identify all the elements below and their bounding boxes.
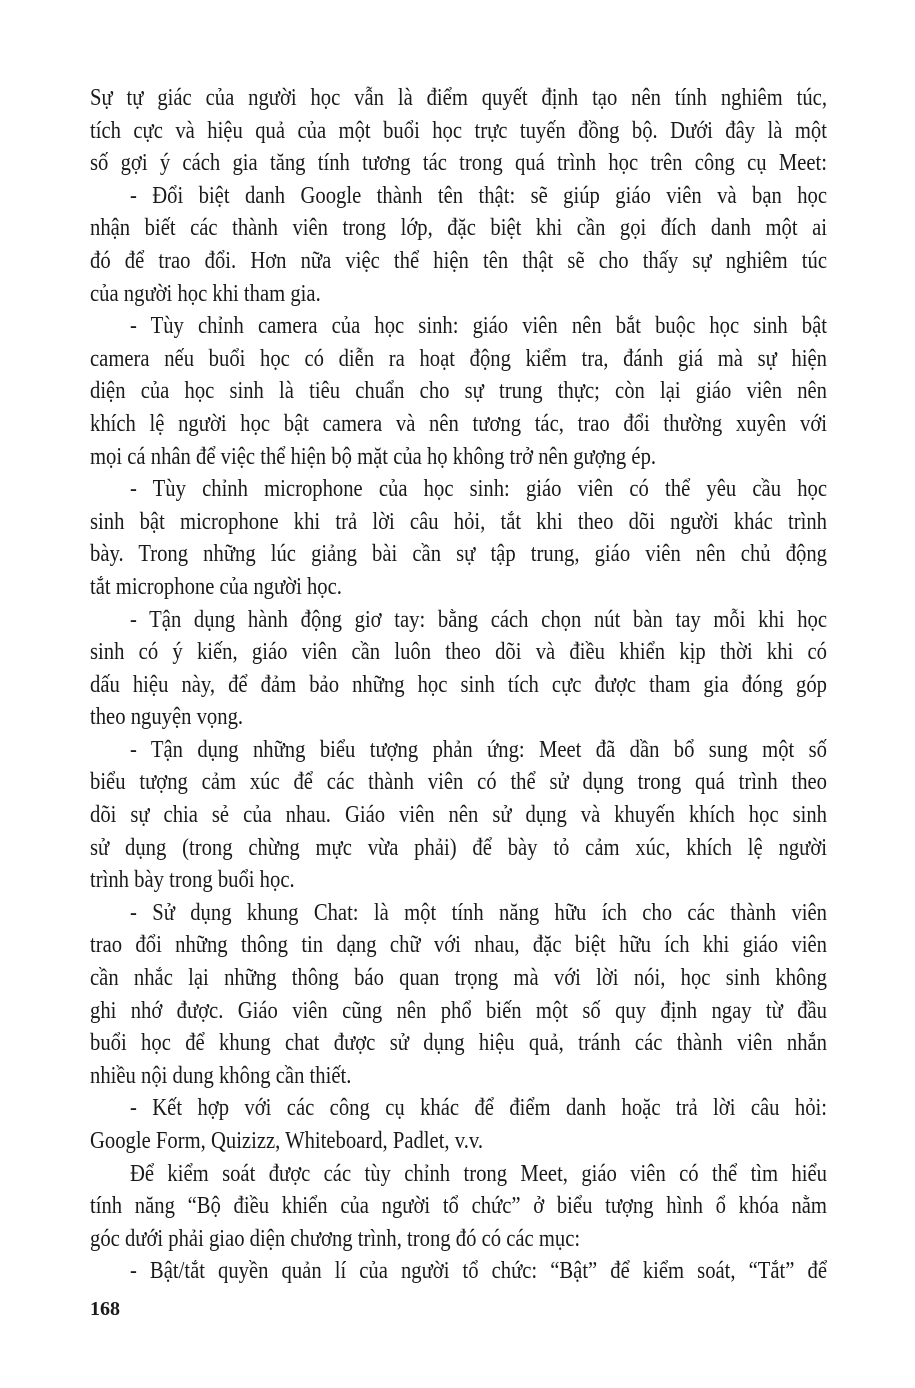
text-line	[90, 278, 827, 311]
text-line-content: mọi cá nhân để việc thể hiện bộ mặt của họ không trở nên gượng ép.	[90, 443, 657, 470]
text-line	[90, 245, 827, 278]
text-line-content: góc dưới phải giao diện chương trình, trong đó có các mục:	[90, 1225, 581, 1252]
text-line	[90, 1158, 827, 1191]
text-line	[90, 766, 827, 799]
text-line-content: dấu hiệu này, để đảm bảo những học sinh tích cực được tham gia đóng góp	[90, 671, 828, 698]
text-line-content: sử dụng (trong chừng mực vừa phải) để bày tỏ cảm xúc, khích lệ người	[90, 834, 827, 861]
text-line	[90, 1190, 827, 1223]
text-line	[90, 343, 827, 376]
text-line-content: - Sử dụng khung Chat: là một tính năng hữu ích cho các thành viên	[130, 899, 828, 926]
text-line	[90, 212, 827, 245]
text-line	[90, 995, 827, 1028]
text-line-content: nhận biết các thành viên trong lớp, đặc biệt khi cần gọi đích danh một ai	[90, 215, 828, 242]
text-line-content: camera nếu buổi học có diễn ra hoạt động kiểm tra, đánh giá mà sự hiện	[90, 345, 827, 372]
body-text	[90, 82, 827, 1288]
text-line-content: sinh có ý kiến, giáo viên cần luôn theo dõi và điều khiển kịp thời khi có	[90, 639, 828, 666]
text-line	[90, 408, 827, 441]
text-line-content: - Tùy chỉnh microphone của học sinh: giáo viên có thể yêu cầu học	[130, 476, 828, 503]
text-line-content: buổi học để khung chat được sử dụng hiệu quả, tránh các thành viên nhắn	[90, 1030, 827, 1057]
text-line-content: theo nguyện vọng.	[90, 704, 244, 731]
text-line	[90, 832, 827, 865]
text-line	[90, 1092, 827, 1125]
text-line-content: biểu tượng cảm xúc để các thành viên có thể sử dụng trong quá trình theo	[90, 769, 828, 796]
text-line	[90, 180, 827, 213]
text-line-content: đó để trao đổi. Hơn nữa việc thể hiện tên thật sẽ cho thấy sự nghiêm túc	[90, 247, 828, 274]
text-line-content: - Đổi biệt danh Google thành tên thật: sẽ giúp giáo viên và bạn học	[130, 182, 828, 209]
text-line	[90, 375, 827, 408]
text-line-content: diện của học sinh là tiêu chuẩn cho sự trung thực; còn lại giáo viên nên	[90, 378, 827, 405]
text-line-content: sinh bật microphone khi trả lời câu hỏi, tắt khi theo dõi người khác trình	[90, 508, 827, 535]
text-line-content: tính năng “Bộ điều khiển của người tổ chức” ở biểu tượng hình ổ khóa nằm	[90, 1193, 827, 1220]
text-line	[90, 701, 827, 734]
text-line	[90, 473, 827, 506]
text-line	[90, 929, 827, 962]
text-line-content: Google Form, Quizizz, Whiteboard, Padlet, v.v.	[90, 1128, 484, 1154]
text-line-content: - Kết hợp với các công cụ khác để điểm danh hoặc trả lời câu hỏi:	[130, 1095, 828, 1122]
text-line	[90, 1255, 827, 1288]
text-line-content: trao đổi những thông tin dạng chữ với nhau, đặc biệt hữu ích khi giáo viên	[90, 932, 828, 959]
text-line	[90, 441, 827, 474]
text-line	[90, 147, 827, 180]
text-line	[90, 636, 827, 669]
text-line	[90, 310, 827, 343]
text-line	[90, 799, 827, 832]
text-line-content: - Bật/tắt quyền quản lí của người tổ chức: “Bật” để kiểm soát, “Tắt” để	[130, 1258, 828, 1285]
text-line-content: của người học khi tham gia.	[90, 280, 321, 307]
text-line	[90, 571, 827, 604]
text-line-content: ghi nhớ được. Giáo viên cũng nên phổ biến một số quy định ngay từ đầu	[90, 997, 828, 1024]
text-line	[90, 897, 827, 930]
text-line-content: - Tận dụng hành động giơ tay: bằng cách chọn nút bàn tay mỗi khi học	[130, 606, 828, 633]
text-line-content: - Tùy chỉnh camera của học sinh: giáo viên nên bắt buộc học sinh bật	[130, 313, 828, 340]
text-line-content: cần nhắc lại những thông báo quan trọng mà với lời nói, học sinh không	[90, 965, 828, 992]
text-line-content: dõi sự chia sẻ của nhau. Giáo viên nên sử dụng và khuyến khích học sinh	[90, 802, 828, 829]
page-number: 168	[90, 1298, 120, 1320]
text-line	[90, 1060, 827, 1093]
text-line	[90, 1027, 827, 1060]
text-line	[90, 962, 827, 995]
text-line	[90, 604, 827, 637]
text-line-content: nhiều nội dung không cần thiết.	[90, 1062, 352, 1089]
text-line	[90, 1125, 827, 1158]
text-line-content: khích lệ người học bật camera và nên tương tác, trao đổi thường xuyên với	[90, 410, 827, 437]
text-line-content: Sự tự giác của người học vẫn là điểm quyết định tạo nên tính nghiêm túc,	[90, 85, 827, 111]
text-line	[90, 864, 827, 897]
text-line-content: tích cực và hiệu quả của một buổi học trực tuyến đồng bộ. Dưới đây là một	[90, 117, 827, 144]
text-line	[90, 734, 827, 767]
text-line-content: trình bày trong buổi học.	[90, 867, 295, 894]
text-line-content: số gợi ý cách gia tăng tính tương tác trong quá trình học trên công cụ Meet:	[90, 150, 827, 177]
text-line	[90, 538, 827, 571]
text-line	[90, 1223, 827, 1256]
text-line-content: - Tận dụng những biểu tượng phản ứng: Meet đã dần bổ sung một số	[130, 736, 828, 763]
text-line-content: tắt microphone của người học.	[90, 573, 342, 600]
text-line-content: bày. Trong những lúc giảng bài cần sự tập trung, giáo viên nên chủ động	[90, 541, 828, 568]
text-line	[90, 115, 827, 148]
text-line	[90, 506, 827, 539]
text-line	[90, 669, 827, 702]
text-line-content: Để kiểm soát được các tùy chỉnh trong Meet, giáo viên có thể tìm hiểu	[130, 1160, 828, 1187]
text-line	[90, 82, 827, 115]
